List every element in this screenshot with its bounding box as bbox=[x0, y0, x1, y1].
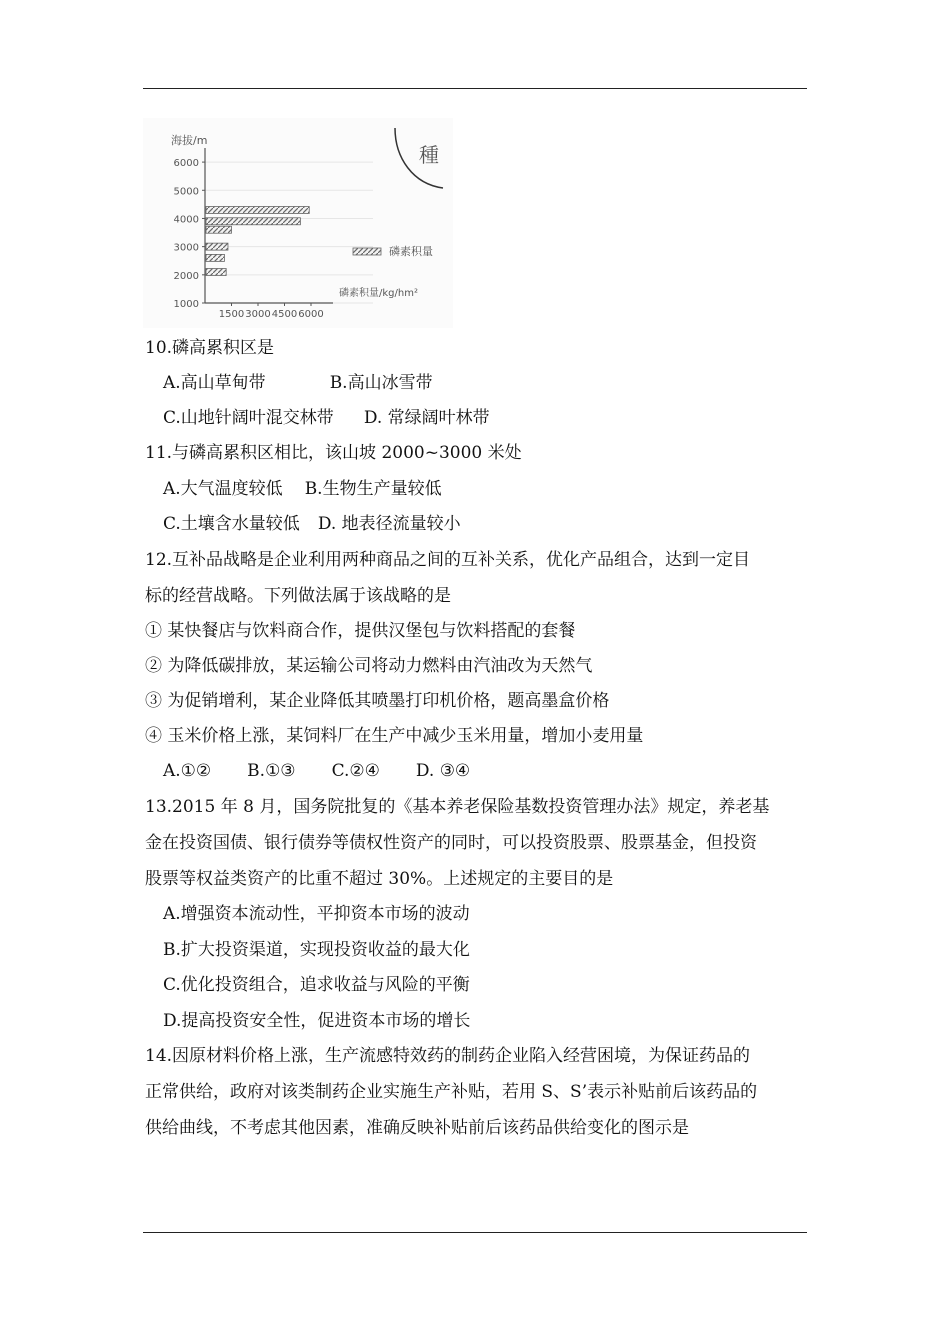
q12-option-d: D. ③④ bbox=[415, 761, 471, 781]
q11-option-a: A.大气温度较低 bbox=[163, 479, 283, 499]
x-axis-label: 磷素积量/kg/hm² bbox=[339, 288, 418, 299]
legend-label: 磷素积量 bbox=[389, 245, 433, 258]
y-tick-label: 4000 bbox=[173, 214, 199, 226]
q10-options-row2 bbox=[163, 406, 490, 430]
q14-stem-line2: 正常供给，政府对该类制药企业实施生产补贴，若用 S、S’表示补贴前后该药品的 bbox=[145, 1082, 758, 1102]
q11-option-c: C.土壤含水量较低 bbox=[163, 514, 300, 534]
x-tick-label: 1500 bbox=[218, 309, 245, 320]
q11-option-b: B.生物生产量较低 bbox=[304, 479, 442, 499]
q13-stem-line2: 金在投资国债、银行债券等债权性资产的同时，可以投资股票、股票基金，但投资 bbox=[145, 833, 757, 853]
x-tick-label: 3000 bbox=[245, 309, 271, 320]
bar bbox=[206, 207, 309, 214]
q12-item-2: ② 为降低碳排放，某运输公司将动力燃料由汽油改为天然气 bbox=[145, 656, 593, 676]
x-tick-label: 6000 bbox=[298, 309, 324, 320]
q13-option-d: D.提高投资安全性，促进资本市场的增长 bbox=[163, 1011, 471, 1031]
bar bbox=[206, 254, 224, 261]
q11-stem: 11.与磷高累积区相比，该山坡 2000~3000 米处 bbox=[145, 443, 522, 463]
q13-option-b: B.扩大投资渠道，实现投资收益的最大化 bbox=[163, 940, 470, 960]
y-tick-label: 5000 bbox=[173, 186, 199, 198]
q12-item-1: ① 某快餐店与饮料商合作，提供汉堡包与饮料搭配的套餐 bbox=[145, 621, 576, 641]
x-ticks bbox=[219, 303, 324, 320]
top-rule bbox=[143, 88, 807, 89]
q10-option-c: C.山地针阔叶混交林带 bbox=[163, 408, 334, 428]
y-tick-label: 1000 bbox=[173, 299, 199, 310]
q10-option-a: A.高山草甸带 bbox=[163, 373, 266, 393]
bar bbox=[206, 243, 228, 250]
q14-stem-line1: 14.因原材料价格上涨，生产流感特效药的制药企业陷入经营困境，为保证药品的 bbox=[145, 1046, 751, 1066]
q10-option-b: B.高山冰雪带 bbox=[329, 373, 433, 393]
q13-stem-line1: 13.2015 年 8 月，国务院批复的《基本养老保险基数投资管理办法》规定，养老基 bbox=[145, 797, 770, 817]
q11-options-row1 bbox=[163, 477, 442, 501]
y-ticks bbox=[174, 158, 205, 310]
y-tick-label: 6000 bbox=[173, 158, 199, 170]
q13-option-c: C.优化投资组合，追求收益与风险的平衡 bbox=[163, 975, 470, 995]
q13-stem-line3: 股票等权益类资产的比重不超过 30%。上述规定的主要目的是 bbox=[145, 869, 614, 889]
bottom-rule bbox=[143, 1232, 807, 1233]
q12-option-b: B.①③ bbox=[247, 761, 296, 781]
bar bbox=[206, 269, 226, 276]
q12-options bbox=[163, 759, 470, 783]
q12-stem-line1: 12.互补品战略是企业利用两种商品之间的互补关系，优化产品组合，达到一定目 bbox=[145, 550, 751, 570]
q11-options-row2 bbox=[163, 512, 461, 536]
q10-option-d: D. 常绿阔叶林带 bbox=[363, 408, 490, 428]
chart-svg bbox=[143, 118, 453, 328]
q12-item-4: ④ 玉米价格上涨，某饲料厂在生产中减少玉米用量，增加小麦用量 bbox=[145, 726, 644, 746]
phosphorus-altitude-chart bbox=[143, 118, 453, 328]
y-tick-label: 3000 bbox=[173, 242, 199, 254]
q10-stem: 10.磷高累积区是 bbox=[145, 338, 275, 358]
legend-swatch bbox=[353, 248, 381, 255]
corner-character: 種 bbox=[419, 143, 439, 167]
axes bbox=[205, 148, 333, 303]
bars bbox=[206, 207, 309, 276]
q12-option-a: A.①② bbox=[163, 761, 212, 781]
q12-stem-line2: 标的经营战略。下列做法属于该战略的是 bbox=[145, 586, 451, 606]
q12-item-3: ③ 为促销增利，某企业降低其喷墨打印机价格，题高墨盒价格 bbox=[145, 691, 610, 711]
y-axis-label: 海拔/m bbox=[171, 134, 208, 147]
x-tick-label: 4500 bbox=[271, 309, 298, 320]
q14-stem-line3: 供给曲线，不考虑其他因素，准确反映补贴前后该药品供给变化的图示是 bbox=[145, 1118, 689, 1138]
q13-option-a: A.增强资本流动性，平抑资本市场的波动 bbox=[163, 904, 470, 924]
q10-options-row1 bbox=[163, 371, 433, 395]
bar bbox=[206, 218, 300, 225]
q12-option-c: C.②④ bbox=[331, 761, 380, 781]
bar bbox=[206, 226, 232, 233]
q11-option-d: D. 地表径流量较小 bbox=[317, 514, 461, 534]
y-tick-label: 2000 bbox=[173, 270, 199, 282]
